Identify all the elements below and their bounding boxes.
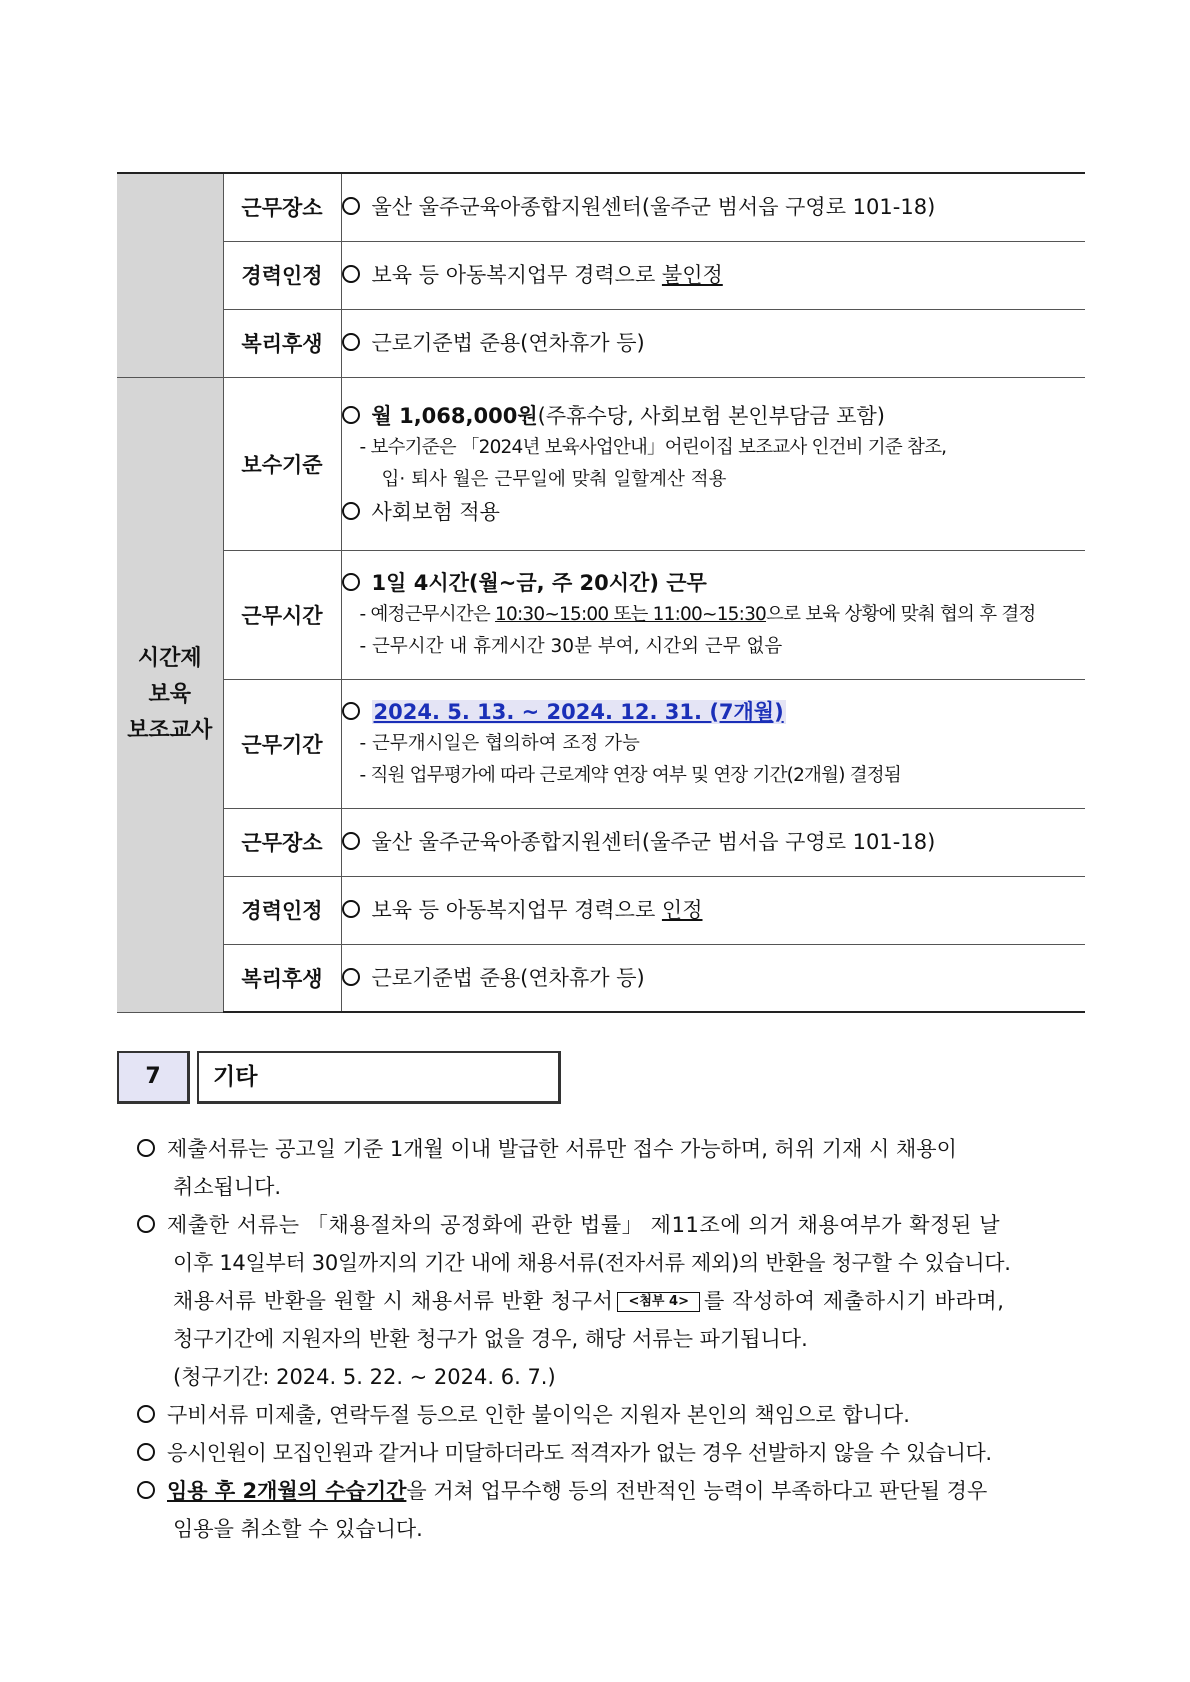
field-label: 근무장소 — [223, 173, 341, 241]
career-text: 보육 등 아동복지업무 경력으로 — [371, 263, 662, 287]
career-status: 불인정 — [661, 263, 723, 287]
probation-text: 임용 후 2개월의 수습기간 — [167, 1479, 407, 1503]
field-content — [341, 808, 1085, 876]
note-text-cont: 청구기간에 지원자의 반환 청구가 없을 경우, 해당 서류는 파기됩니다. — [173, 1327, 808, 1351]
note-text: 채용서류 반환을 원할 시 채용서류 반환 청구서 — [173, 1289, 614, 1313]
note-text-cont — [137, 1282, 1085, 1320]
welfare-text: 근로기준법 준용(연차휴가 등) — [371, 965, 645, 990]
note-text: 제출서류는 공고일 기준 1개월 이내 발급한 서류만 접수 가능하며, 허위 기재 시 채용이 — [167, 1137, 957, 1161]
field-label: 복리후생 — [223, 309, 341, 377]
section-title: 기타 — [197, 1051, 561, 1104]
table-row — [117, 808, 1085, 876]
section-number: 7 — [117, 1051, 190, 1104]
note-text: 를 작성하여 제출하시기 바라며, — [703, 1289, 1005, 1313]
circle-bullet-icon — [137, 1443, 155, 1461]
hours-detail — [342, 599, 1086, 631]
field-content — [341, 377, 1085, 550]
circle-bullet-icon — [342, 406, 360, 424]
field-content — [341, 876, 1085, 944]
circle-bullet-icon — [342, 900, 360, 918]
circle-bullet-icon — [342, 573, 360, 591]
recruitment-table — [117, 172, 1085, 1013]
note-text-cont: 임용을 취소할 수 있습니다. — [173, 1517, 423, 1541]
field-label: 근무시간 — [223, 550, 341, 679]
group-label-line: 보조교사 — [127, 717, 213, 743]
note-item — [137, 1472, 1085, 1510]
workplace-text: 울산 울주군육아종합지원센터(울주군 범서읍 구영로 101-18) — [371, 195, 936, 220]
table-row — [117, 309, 1085, 377]
career-status: 인정 — [661, 898, 703, 922]
circle-bullet-icon — [137, 1215, 155, 1233]
field-content — [341, 944, 1085, 1012]
circle-bullet-icon — [342, 265, 360, 283]
table-row — [117, 944, 1085, 1012]
field-label: 보수기준 — [223, 377, 341, 550]
circle-bullet-icon — [342, 502, 360, 520]
table-row — [117, 876, 1085, 944]
note-item — [137, 1396, 1085, 1434]
field-label: 근무기간 — [223, 679, 341, 808]
period-detail: - 근무개시일은 협의하여 조정 가능 — [359, 732, 640, 754]
note-text: 구비서류 미제출, 연락두절 등으로 인한 불이익은 지원자 본인의 책임으로 합니다. — [167, 1403, 910, 1427]
circle-bullet-icon — [342, 968, 360, 986]
table-row — [117, 550, 1085, 679]
pay-detail-cont: 입· 퇴사 월은 근무일에 맞춰 일할계산 적용 — [381, 468, 727, 490]
table-row — [117, 377, 1085, 550]
note-text-cont: 취소됩니다. — [173, 1175, 282, 1199]
note-text: 제출한 서류는 「채용절차의 공정화에 관한 법률」 제11조에 의거 채용여부가 확정된 날 — [167, 1213, 1001, 1237]
field-content — [341, 679, 1085, 808]
hours-break: - 근무시간 내 휴게시간 30분 부여, 시간외 근무 없음 — [359, 635, 783, 657]
insurance-text: 사회보험 적용 — [371, 499, 500, 524]
note-item — [137, 1434, 1085, 1472]
circle-bullet-icon — [137, 1405, 155, 1423]
career-text: 보육 등 아동복지업무 경력으로 — [371, 898, 662, 922]
table-row — [117, 241, 1085, 309]
period-dates: 2024. 5. 13. ~ 2024. 12. 31. (7개월) — [373, 699, 784, 724]
field-content — [341, 309, 1085, 377]
circle-bullet-icon — [342, 333, 360, 351]
table-row — [117, 679, 1085, 808]
attachment-label: <첨부 4> — [617, 1292, 699, 1312]
welfare-text: 근로기준법 준용(연차휴가 등) — [371, 331, 645, 355]
group-label-line: 보육 — [148, 681, 191, 707]
group-cell-blank — [117, 173, 223, 377]
field-label: 복리후생 — [223, 944, 341, 1012]
period-extension: - 직원 업무평가에 따라 근로계약 연장 여부 및 연장 기간(2개월) 결정됨 — [359, 764, 901, 786]
pay-note: (주휴수당, 사회보험 본인부담금 포함) — [537, 403, 886, 428]
note-text: 을 거쳐 업무수행 등의 전반적인 능력이 부족하다고 판단될 경우 — [406, 1479, 988, 1503]
circle-bullet-icon — [137, 1139, 155, 1157]
group-label — [117, 377, 223, 1012]
circle-bullet-icon — [342, 702, 360, 720]
note-item — [137, 1130, 1085, 1168]
hours-main: 1일 4시간(월~금, 주 20시간) 근무 — [371, 570, 707, 595]
workplace-text: 울산 울주군육아종합지원센터(울주군 범서읍 구영로 101-18) — [371, 830, 936, 854]
field-label: 경력인정 — [223, 241, 341, 309]
circle-bullet-icon — [342, 197, 360, 215]
pay-amount: 월 1,068,000원 — [371, 403, 538, 428]
field-label: 경력인정 — [223, 876, 341, 944]
circle-bullet-icon — [137, 1481, 155, 1499]
circle-bullet-icon — [342, 832, 360, 850]
note-text-cont: 이후 14일부터 30일까지의 기간 내에 채용서류(전자서류 제외)의 반환을 청구할 수 있습니다. — [173, 1251, 1011, 1275]
pay-detail: - 보수기준은 「2024년 보육사업안내」어린이집 보조교사 인건비 기준 참조, — [359, 436, 947, 458]
group-label-line: 시간제 — [137, 645, 202, 671]
field-content — [341, 241, 1085, 309]
hours-schedule: 10:30~15:00 또는 11:00~15:30 — [495, 603, 767, 625]
claim-period: (청구기간: 2024. 5. 22. ~ 2024. 6. 7.) — [173, 1365, 556, 1389]
field-content — [341, 173, 1085, 241]
note-item — [137, 1206, 1085, 1244]
field-content — [341, 550, 1085, 679]
table-row — [117, 173, 1085, 241]
field-label: 근무장소 — [223, 808, 341, 876]
hours-detail-prefix: - 예정근무시간은 — [359, 603, 496, 625]
hours-detail-suffix: 으로 보육 상황에 맞춰 협의 후 결정 — [766, 603, 1036, 625]
note-text: 응시인원이 모집인원과 같거나 미달하더라도 적격자가 없는 경우 선발하지 않을 수 있습니다. — [167, 1441, 992, 1465]
notes-list — [137, 1130, 1085, 1548]
